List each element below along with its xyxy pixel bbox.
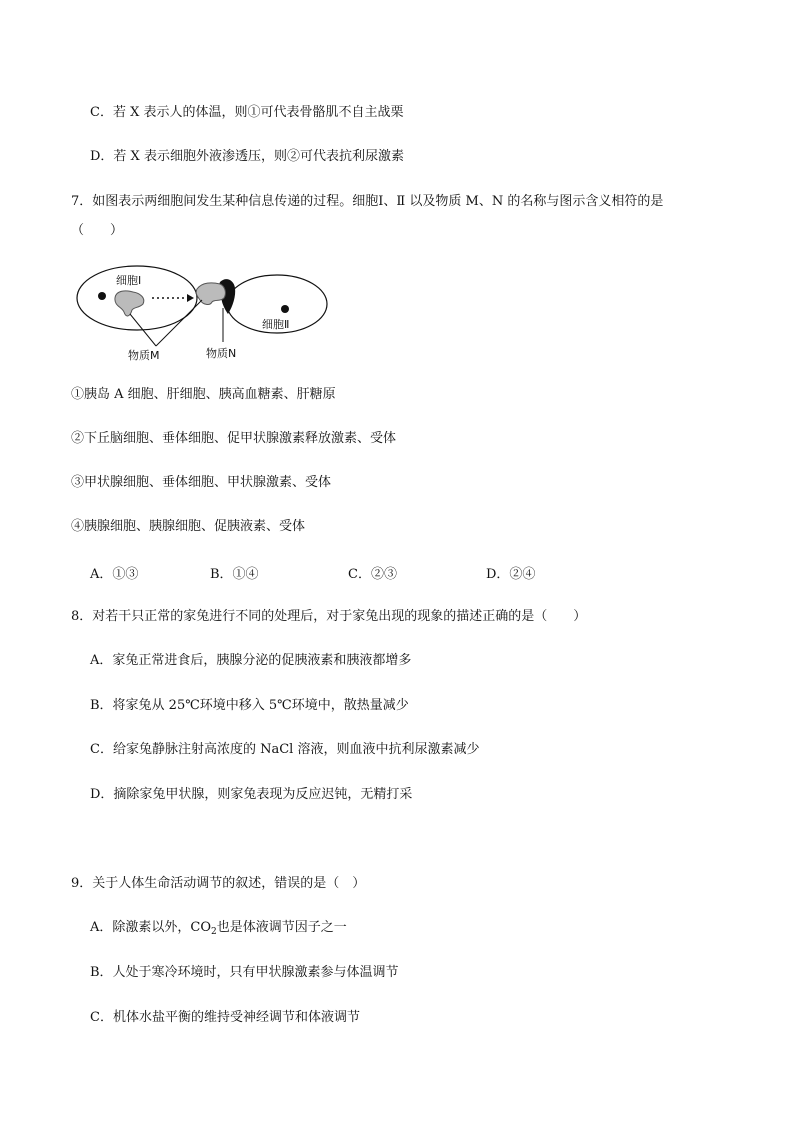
q7-choice-c: C．②③ [348,567,397,582]
q7-item-4: ④胰腺细胞、胰腺细胞、促胰液素、受体 [71,519,306,534]
q7-item-3: ③甲状腺细胞、垂体细胞、甲状腺激素、受体 [71,475,332,490]
q9-option-a-text-end: 也是体液调节因子之一 [216,920,347,935]
q6-option-c: C．若 X 表示人的体温，则①可代表骨骼肌不自主战栗 [90,105,404,120]
leader-m-2 [156,300,202,346]
q7-stem: 7．如图表示两细胞间发生某种信息传递的过程。细胞Ⅰ、Ⅱ 以及物质 M、N 的名称与图示含义相符的是 [71,194,664,209]
q7-choice-b: B．①④ [210,567,259,582]
q9-option-a [90,919,347,941]
cell-signaling-diagram [70,262,340,364]
arrow-head [187,294,194,302]
q8-option-b: B．将家兔从 25℃环境中移入 5℃环境中，散热量减少 [90,698,409,713]
q8-stem: 8．对若干只正常的家兔进行不同的处理后，对于家兔出现的现象的描述正确的是（ ） [71,609,587,624]
cell-1-nucleus [98,292,106,300]
q8-option-c: C．给家兔静脉注射高浓度的 NaCl 溶液，则血液中抗利尿激素减少 [90,742,480,757]
q8-option-a: A．家兔正常进食后，胰腺分泌的促胰液素和胰液都增多 [90,653,412,668]
q8-option-d: D．摘除家兔甲状腺，则家兔表现为反应迟钝，无精打采 [90,787,413,802]
substance-m-inside [115,291,144,316]
q7-item-1: ①胰岛 A 细胞、肝细胞、胰高血糖素、肝糖原 [71,387,336,402]
q7-choice-d: D．②④ [486,567,536,582]
q7-answer-blank: （ ） [71,223,124,238]
q9-option-a-text: A．除激素以外，CO [90,920,211,935]
q9-option-c: C．机体水盐平衡的维持受神经调节和体液调节 [90,1010,360,1025]
cell-2-label: 细胞Ⅱ [262,318,290,331]
substance-m-label: 物质M [128,349,160,362]
q9-stem: 9．关于人体生命活动调节的叙述，错误的是（ ） [71,876,366,891]
cell-1-label: 细胞Ⅰ [116,274,142,287]
q7-choice-a: A．①③ [90,567,139,582]
q7-choices [90,563,610,583]
q7-item-2: ②下丘脑细胞、垂体细胞、促甲状腺激素释放激素、受体 [71,431,397,446]
q9-option-a-subscript: 2 [211,927,217,937]
substance-n-label: 物质N [206,347,237,360]
cell-2-nucleus [281,305,289,313]
q9-option-b: B．人处于寒冷环境时，只有甲状腺激素参与体温调节 [90,965,399,980]
q6-option-d: D．若 X 表示细胞外液渗透压，则②可代表抗利尿激素 [90,149,404,164]
